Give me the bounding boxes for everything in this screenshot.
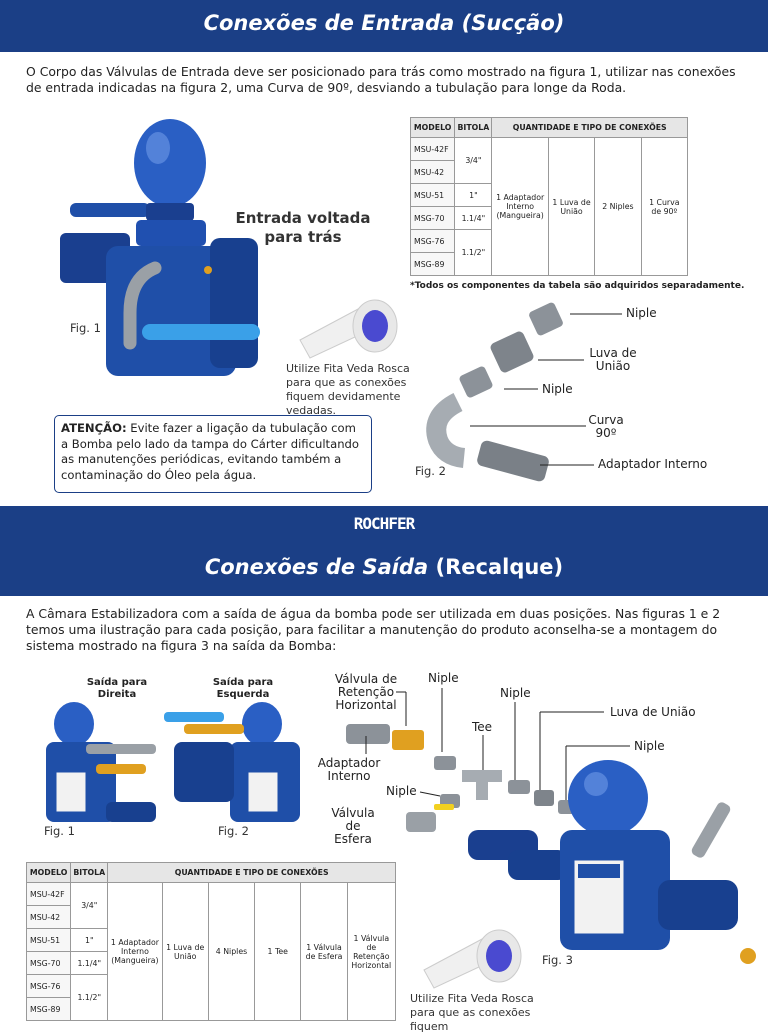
part-label-valvula-esfera: Válvula de Esfera	[331, 806, 375, 846]
part-label-niple-d: Niple	[386, 784, 417, 798]
table-model: MSG-89	[411, 253, 455, 276]
table-connection: 1 Luva de União	[548, 138, 594, 276]
table-header-bitola: BITOLA	[71, 863, 108, 883]
table-bitola: 1"	[455, 184, 492, 207]
table-bitola: 3/4"	[71, 883, 108, 929]
table-connection: 1 Válvula de Retenção Horizontal	[347, 883, 395, 1021]
table-bitola: 1.1/4"	[71, 952, 108, 975]
table-bitola: 1.1/4"	[455, 207, 492, 230]
section1-title: Conexões de Entrada (Sucção)	[203, 11, 565, 35]
table-connection: 1 Adaptador Interno (Mangueira)	[492, 138, 548, 276]
part-label-valvula-retencao: Válvula de Retenção Horizontal	[334, 672, 398, 712]
table-header-conexoes: QUANTIDADE E TIPO DE CONEXÕES	[492, 118, 688, 138]
table-connection: 2 Niples	[595, 138, 641, 276]
warning-bold: ATENÇÃO:	[61, 421, 127, 435]
part-label-niple-a: Niple	[428, 671, 459, 685]
table-header-bitola: BITOLA	[455, 118, 492, 138]
table-model: MSG-76	[27, 975, 71, 998]
table-header-modelo: MODELO	[411, 118, 455, 138]
section2-tape-note: Utilize Fita Veda Rosca para que as conexões fiquem	[410, 992, 534, 1033]
section2-intro: A Câmara Estabilizadora com a saída de água da bomba pode ser utilizada em duas posições. Nas figuras 1 e 2 temos uma ilustração para cada posição, para facilitar a manutenção do produto aconselha-se a montagem do sistema mostrado na figura 3 na saída da Bomba:	[26, 606, 721, 653]
table-model: MSG-70	[27, 952, 71, 975]
table-header-modelo: MODELO	[27, 863, 71, 883]
part-label-luva-uniao: Luva de União	[610, 705, 696, 719]
section1-table-footnote: *Todos os componentes da tabela são adquiridos separadamente.	[410, 281, 745, 291]
tape-icon-2	[424, 930, 524, 990]
section2-connections-table	[26, 862, 396, 1021]
table-connection: 1 Curva de 90º	[641, 138, 687, 276]
part-label-niple-c: Niple	[634, 739, 665, 753]
entrada-label-line1: Entrada voltada	[235, 209, 371, 227]
part-label-curva: Curva 90º	[588, 413, 624, 440]
section1-fig2-caption: Fig. 2	[415, 464, 446, 478]
section2-fig1-caption: Fig. 1	[44, 824, 75, 838]
part-label-niple-2: Niple	[542, 382, 573, 396]
table-model: MSU-42	[411, 161, 455, 184]
section2-title-main: Conexões de Saída	[204, 555, 436, 579]
entrada-label-line2: para trás	[264, 228, 342, 246]
table-model: MSG-70	[411, 207, 455, 230]
table-model: MSG-76	[411, 230, 455, 253]
section2-fig2-caption: Fig. 2	[218, 824, 249, 838]
part-label-luva: Luva de União	[589, 346, 637, 373]
part-label-tee: Tee	[472, 720, 493, 734]
table-connection: 1 Luva de União	[162, 883, 208, 1021]
section1-tape-note: Utilize Fita Veda Rosca para que as conexões fiquem devidamente vedadas.	[286, 362, 410, 417]
table-model: MSU-42F	[411, 138, 455, 161]
table-bitola: 1.1/2"	[455, 230, 492, 276]
part-label-niple-1: Niple	[626, 306, 657, 320]
saida-direita-label: Saída para Direita	[86, 677, 148, 700]
section1-intro: O Corpo das Válvulas de Entrada deve ser posicionado para trás como mostrado na figura 1, utilizar nas conexões de entrada indicadas na figura 2, uma Curva de 90º, desviando a tubulação para longe da Roda.	[26, 64, 736, 95]
section2-title-paren: (Recalque)	[435, 555, 564, 579]
table-connection: 1 Tee	[255, 883, 301, 1021]
table-connection: 1 Adaptador Interno (Mangueira)	[108, 883, 162, 1021]
table-bitola: 1.1/2"	[71, 975, 108, 1021]
table-model: MSU-51	[27, 929, 71, 952]
table-model: MSG-89	[27, 998, 71, 1021]
table-model: MSU-42	[27, 906, 71, 929]
table-bitola: 1"	[71, 929, 108, 952]
section1-fig1-caption: Fig. 1	[70, 321, 101, 335]
part-label-adaptador-interno: Adaptador Interno	[317, 756, 381, 783]
part-label-niple-b: Niple	[500, 686, 531, 700]
table-model: MSU-51	[411, 184, 455, 207]
table-model: MSU-42F	[27, 883, 71, 906]
part-label-adaptador: Adaptador Interno	[598, 457, 708, 471]
table-connection: 4 Niples	[208, 883, 254, 1021]
warning-text: Evite fazer a ligação da tubulação com a Bomba pelo lado da tampa do Cárter dificultando as manutenções periódicas, evitando também a contaminação do Óleo pela água.	[61, 421, 359, 482]
table-connection: 1 Válvula de Esfera	[301, 883, 347, 1021]
saida-esquerda-label: Saída para Esquerda	[212, 677, 274, 700]
table-bitola: 3/4"	[455, 138, 492, 184]
section2-fig3-caption: Fig. 3	[542, 953, 573, 967]
brand-logo: ROCHFER	[353, 514, 415, 533]
table-header-conexoes: QUANTIDADE E TIPO DE CONEXÕES	[108, 863, 396, 883]
